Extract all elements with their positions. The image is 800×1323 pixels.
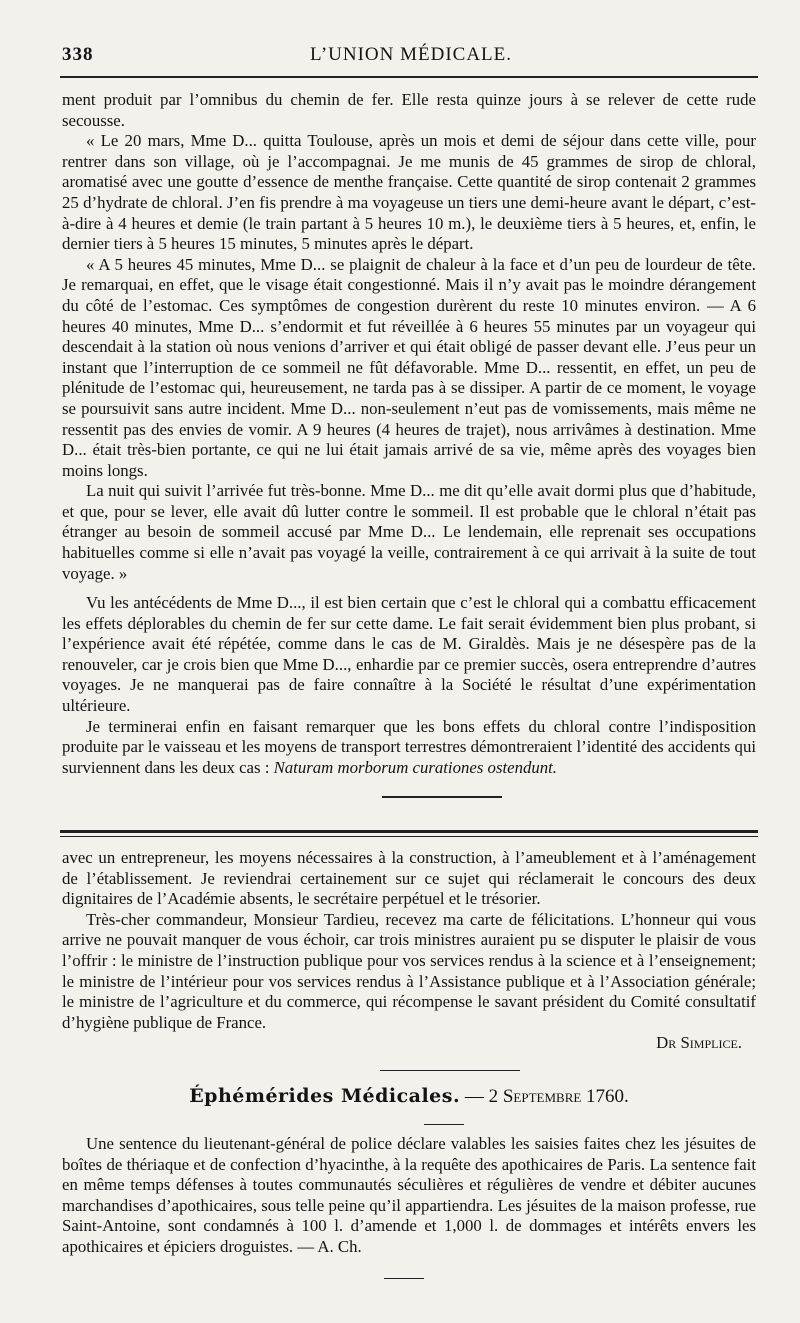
paragraph: Très-cher commandeur, Monsieur Tardieu, recevez ma carte de félicitations. L’honneur qui vous arrive ne pouvait manquer de vous échoir, car trois ministres auraient pu se disputer le plaisir de vous l’offrir : le ministre de l’instruction publique pour vos services rendus à la science et à l’enseignement; le ministre de l’intérieur pour vos services rendus à l’Assistance publique et à l’Association générale; le ministre de l’agriculture et du commerce, qui récompense le savant président du Comité consultatif d’hygiène publique de France. <box>62 909 756 1032</box>
paragraph: Une sentence du lieutenant-général de police déclare valables les saisies faites chez les jésuites de boîtes de thériaque et de confection d’hyacinthe, à la requête des apothicaires de Paris. La sentence fait en même temps défenses à toutes communautés séculières et régulières de vendre et débiter aucunes marchandises d’apothicaires, sous telle peine qu’il appartiendra. Les jésuites de la maison professe, rue Saint-Antoine, sont condamnés à 100 l. d’amende et 1,000 l. de dommages et intérêts envers les apothicaires et épiciers droguistes. — A. Ch. <box>62 1134 756 1256</box>
ephemerides-body <box>62 1134 756 1258</box>
paragraph: « Le 20 mars, Mme D... quitta Toulouse, après un mois et demi de séjour dans cette ville, pour rentrer dans son village, où je l’accompagnai. Je me munis de 45 grammes de sirop de chloral, aromatisé avec une goutte d’essence de menthe française. Cette quantité de sirop contenait 2 grammes 25 d’hydrate de chloral. J’en fis prendre à ma voyageuse un tiers une demi-heure avant le départ, c’est-à-dire à 4 heures et demie (le train partant à 5 heures 10 m.), le deuxième tiers à 5 heures, et, enfin, le dernier tiers à 5 heures 15 minutes, 5 minutes après le départ. <box>62 131 756 254</box>
paragraph: « A 5 heures 45 minutes, Mme D... se plaignit de chaleur à la face et d’un peu de lourdeur de tête. Je remarquai, en effet, que le visage était congestionné. Mais il n’y avait pas le moindre dérangement du côté de l’estomac. Ces symptômes de congestion durèrent du reste 10 minutes environ. — A 6 heures 40 minutes, Mme D... s’endormit et fut réveillée à 6 heures 55 minutes par un voyageur qui descendait à la station où nous venions d’arriver et qui était obligé de passer devant elle. J’eus peur un instant que l’interruption de ce sommeil ne fût défavorable. Mme D... ressentit, en effet, un peu de plénitude de l’estomac qui, heureusement, ne tarda pas à se dissiper. A partir de ce moment, le voyage se poursuivit sans autre incident. Mme D... non-seulement n’eut pas de vomissements, mais même ne ressentit pas des envies de vomir. A 9 heures (4 heures de trajet), nous arrivâmes à destination. Mme D... était très-bien portante, ce qui ne lui était jamais arrivé de sa vie, même après des voyages bien moins longs. <box>62 254 756 480</box>
heading-underline <box>424 1124 464 1125</box>
header-rule <box>60 76 758 78</box>
paragraph-text: Je terminerai enfin en faisant remarquer que les bons effets du chloral contre l’indisposition produite par le vaisseau et les moyens de transport terrestres démontreraient l’identité des accidents qui surviennent dans les deux cas : <box>62 716 756 777</box>
section-divider <box>382 796 502 798</box>
paragraph <box>62 717 756 779</box>
ephemerides-date: — 2 Septembre 1760. <box>464 1086 629 1107</box>
double-rule-bottom <box>60 836 758 837</box>
running-head <box>62 44 760 74</box>
end-rule <box>384 1278 424 1279</box>
letter-continuation <box>62 90 756 584</box>
conclusion <box>62 593 756 778</box>
signature: Dr Simplice. <box>656 1033 742 1053</box>
page-number: 338 <box>62 44 94 65</box>
paragraph: ment produit par l’omnibus du chemin de fer. Elle resta quinze jours à se relever de cette rude secousse. <box>62 90 756 130</box>
ephemerides-title: Éphémérides Médicales. <box>189 1085 461 1107</box>
paragraph: La nuit qui suivit l’arrivée fut très-bonne. Mme D... me dit qu’elle avait dormi plus que d’habitude, et que, pour se lever, elle avait dû lutter contre le sommeil. Il est probable que le chloral n’était pas étranger au besoin de sommeil accusé par Mme D... Le lendemain, elle reprenait ses occupations habituelles comme si elle n’avait pas voyagé la veille, contrairement à ce qui arrivait à la suite de tout voyage. » <box>62 481 756 583</box>
journal-title: L’UNION MÉDICALE. <box>309 44 513 65</box>
double-rule-top <box>60 830 758 833</box>
paragraph: Vu les antécédents de Mme D..., il est bien certain que c’est le chloral qui a combattu efficacement les effets déplorables du chemin de fer sur cette dame. Le fait serait évidemment bien plus probant, si l’expérience avait été répétée, comme dans le cas de M. Giraldès. Mais je ne désespère pas de la renouveler, car je crois bien que Mme D..., enhardie par ce premier succès, osera entreprendre d’autres voyages. Je ne manquerai pas de faire connaître à la Société le résultat d’une expérimentation ultérieure. <box>62 593 756 715</box>
paragraph: avec un entrepreneur, les moyens nécessaires à la construction, à l’ameublement et à l’aménagement de l’établissement. Je reviendrai certainement sur ce sujet qui réclamerait le concours des deux dignitaires de l’Académie absents, le secrétaire perpétuel et le trésorier. <box>62 848 756 909</box>
ephemerides-heading <box>62 1085 756 1108</box>
section-divider <box>380 1070 520 1071</box>
feuilleton <box>62 848 756 1054</box>
latin-quote: Naturam morborum curationes ostendunt. <box>273 757 557 777</box>
